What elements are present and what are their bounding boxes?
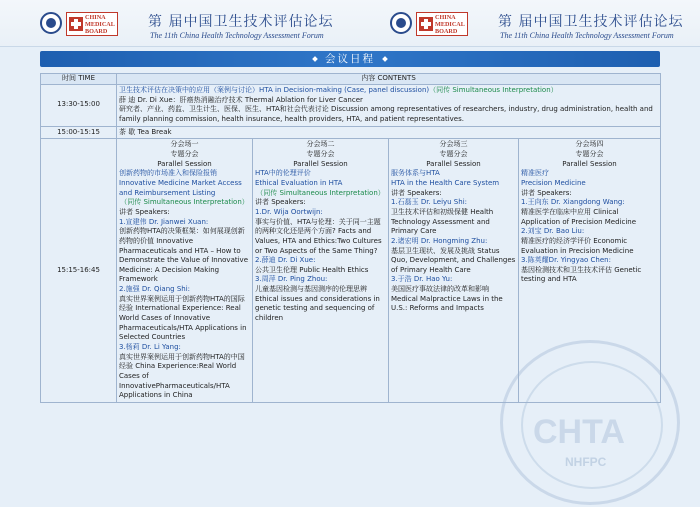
china-medical-board-logo [66,12,118,36]
logo-text: CHINA MEDICAL BOARD [85,14,115,35]
speaker-name: 3.周萍 Dr. Ping Zhou: [255,275,328,284]
header-left [0,0,350,46]
forum-title-cn: 第 届中国卫生技术评估论坛 [498,14,684,30]
speaker-name: 1.王向东 Dr. Xiangdong Wang: [521,198,625,207]
break-cell: 茶 歇 Tea Break [117,126,661,139]
speaker-name: 2.诸宏明 Dr. Hongming Zhu: [391,236,488,245]
parallel-session-3: 分会场三 专题分会 Parallel Session 服务体系与HTA HTA in the Health Care System 讲者 Speakers: 1.石磊玉 Dr. Leiyu Shi: 卫生技术评估和初级保健 Health Technology Assessment and Primary Care 2.诸宏明 Dr. Hongming Zhu: 基层卫生现状、发展及挑战 Status Quo, Development, and Challenges of Primary Health Care 3.于浩 Dr. Hao Yu: 美国医疗事故法律的改革和影响 Medical Malpractice Laws in the U.S.: Reforms and Impacts [389,139,519,403]
time-cell: 15:00-15:15 [41,126,117,139]
header-band [0,0,700,47]
parallel-session-2: 分会场二 专题分会 Parallel Session HTA中的伦理评价 Ethical Evaluation in HTA （同传 Simultaneous Interpretation） 讲者 Speakers: 1.Dr. Wija Oortwijn: 事实与价值、HTA与伦理：关于同一主题的两种文化还是两个方面? Facts and Values, HTA and Ethics:Two Cultures or Two Aspects of the Same Thing? 2.薛迪 Dr. Di Xue: 公共卫生伦理 Public Health Ethics 3.周萍 Dr. Ping Zhou: 儿童基因检测与基因测序的伦理思辨 Ethical issues and considerations in genetic testing and sequencing of children [253,139,389,403]
speaker-name: 2.刘宝 Dr. Bao Liu: [521,227,585,236]
parallel-session-1: 分会场一 专题分会 Parallel Session 创新药物的市场准入和保险报销 Innovative Medicine Market Access and Reimbursement Listing （同传 Simultaneous Interpretation） 讲者 Speakers: 1.宣建伟 Dr. Jianwei Xuan: 创新药物HTA的决策框架：如何展现创新药物的价值 Innovative Pharmaceuticals and HTA – How to Demonstrate the Value of Innovative Medicine: A Decision Making Framework 2.施强 Dr. Qiang Shi: 真实世界案例运用于创新药物HTA的国际经验 International Experience: Real World Cases of Innovative Pharmaceuticals/HTA Applications in Selected Countries 3.杨莉 Dr. Li Yang: 真实世界案例运用于创新药物HTA的中国经验 China Experience:Real World Cases of InnovativePharmaceuticals/HTA Applications in China [117,139,253,403]
speaker-name: 3.于浩 Dr. Hao Yu: [391,275,453,284]
speaker-name: 3.杨莉 Dr. Li Yang: [119,343,181,352]
table-header-row [41,74,661,85]
speaker-name: 2.施强 Dr. Qiang Shi: [119,285,191,294]
red-cross-icon [69,17,83,31]
table-row [41,126,661,139]
time-cell: 13:30-15:00 [41,85,117,127]
logo-text: CHINA MEDICAL BOARD [435,14,465,35]
forum-title-en: The 11th China Health Technology Assessment Forum [500,31,674,40]
column-header-time: 时间 TIME [41,74,117,85]
forum-title-en: The 11th China Health Technology Assessment Forum [150,31,324,40]
session-cell: 卫生技术评估在决策中的应用（案例与讨论）HTA in Decision-making (Case, panel discussion)（同传 Simultaneous Interpretation） 薛 迪 Dr. Di Xue：肝癌热消融治疗技术 Thermal Ablation for Liver Cancer 研究者、产业、药监、卫生计生、医保、医生、HTA和社会代表讨论 Discussion among representatives of researchers, industry, drug administration, health and family planning commission, health insurance, health providers, HTA, and patient representatives. [117,85,661,127]
time-cell: 15:15-16:45 [41,139,117,403]
agenda-title-bar [40,51,660,67]
parallel-session-4: 分会场四 专题分会 Parallel Session 精准医疗 Precision Medicine 讲者 Speakers: 1.王向东 Dr. Xiangdong Wang: 精准医学在临床中应用 Clinical Application of Precision Medicine 2.刘宝 Dr. Bao Liu: 精准医疗的经济学评价 Economic Evaluation in Precision Medicine 3.陈英耀Dr. Yingyao Chen: 基因检测技术和卫生技术评估 Genetic testing and HTA [519,139,661,403]
speaker-name: 1.宣建伟 Dr. Jianwei Xuan: [119,217,209,226]
column-header-contents: 内容 CONTENTS [117,74,661,85]
red-cross-icon [419,17,433,31]
agenda-title: 会议日程 [40,51,660,67]
chta-watermark-seal: CHTA NHFPC [500,340,680,505]
agenda-table [40,73,661,403]
forum-emblem-icon [40,12,62,34]
speaker-name: 1.石磊玉 Dr. Leiyu Shi: [391,198,467,207]
forum-title-cn: 第 届中国卫生技术评估论坛 [148,14,334,30]
table-row [41,85,661,127]
speaker-name: 3.陈英耀Dr. Yingyao Chen: [521,256,611,265]
forum-emblem-icon [390,12,412,34]
speaker-name: 1.Dr. Wija Oortwijn: [255,207,323,216]
table-row [41,139,661,403]
china-medical-board-logo [416,12,468,36]
header-right [350,0,700,46]
speaker-name: 2.薛迪 Dr. Di Xue: [255,256,316,265]
